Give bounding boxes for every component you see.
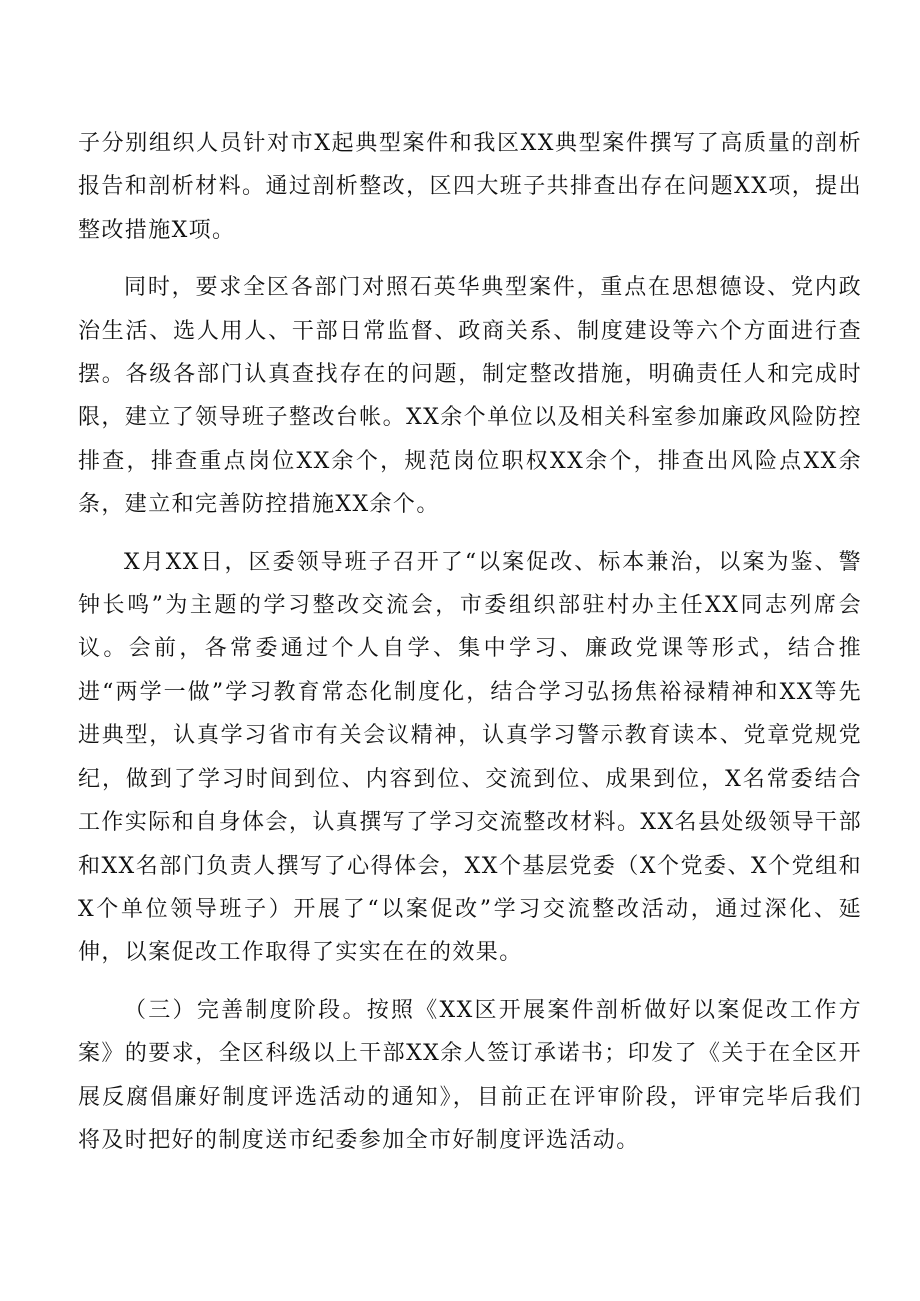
paragraph-analysis-summary: 子分别组织人员针对市X起典型案件和我区XX典型案件撰写了高质量的剖析报告和剖析材料。通过剖析整改，区四大班子共排查出存在问题XX项，提出整改措施X项。 [78,131,862,243]
paragraph-exchange-meeting: X月XX日，区委领导班子召开了“以案促改、标本兼治，以案为鉴、警钟长鸣”为主题的学习整改交流会，市委组织部驻村办主任XX同志列席会议。会前，各常委通过个人自学、集中学习、廉政党课等形式，结合推进“两学一做”学习教育常态化制度化，结合学习弘扬焦裕禄精神和XX等先进典型，认真学习省市有关会议精神，认真学习警示教育读本、党章党规党纪，做到了学习时间到位、内容到位、交流到位、成果到位，X名常委结合工作实际和自身体会，认真撰写了学习交流整改材料。XX名县处级领导干部和XX名部门负责人撰写了心得体会，XX个基层党委（X个党委、X个党组和X个单位领导班子）开展了“以案促改”学习交流整改活动，通过深化、延伸，以案促改工作取得了实实在在的效果。 [78,549,862,966]
paragraph-system-improvement: （三）完善制度阶段。按照《XX区开展案件剖析做好以案促改工作方案》的要求，全区科级以上干部XX余人签订承诺书；印发了《关于在全区开展反腐倡廉好制度评选活动的通知》，目前正在评审阶段，评审完毕后我们将及时把好的制度送市纪委参加全市好制度评选活动。 [78,997,862,1153]
paragraph-department-review: 同时，要求全区各部门对照石英华典型案件，重点在思想德设、党内政治生活、选人用人、干部日常监督、政商关系、制度建设等六个方面进行查摆。各级各部门认真查找存在的问题，制定整改措施，明确责任人和完成时限，建立了领导班子整改台帐。XX余个单位以及相关科室参加廉政风险防控排查，排查重点岗位XX余个，规范岗位职权XX余个，排查出风险点XX余条，建立和完善防控措施XX余个。 [78,275,862,518]
document-body [78,122,862,1162]
